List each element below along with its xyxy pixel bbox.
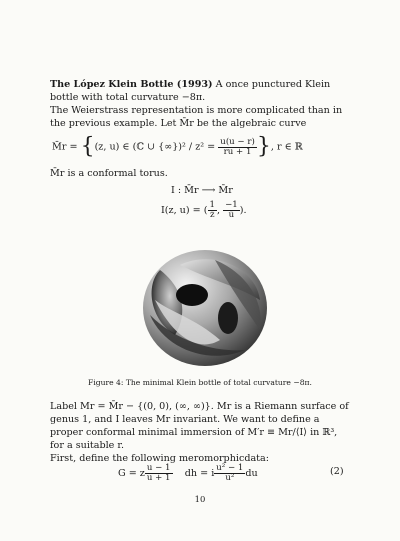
involution-fraction-1-denominator: z̄ xyxy=(209,210,215,220)
eq2-dh-denominator: u² xyxy=(225,473,235,483)
page-number: 10 xyxy=(194,494,206,504)
involution-rhs: ). xyxy=(239,205,247,216)
meromorphic-data-intro: First, define the following meromorphicdata: xyxy=(50,453,269,464)
meromorphic-data-equation xyxy=(118,464,258,483)
involution-fraction-2-numerator: −1 xyxy=(225,200,238,210)
involution-map-line: I : M̄r ⟶ M̄r xyxy=(171,185,233,196)
klein-bottle-figure xyxy=(120,240,280,370)
eq2-dh-rhs: du xyxy=(245,468,258,479)
label-paragraph xyxy=(50,400,350,465)
eq1-left-brace: { xyxy=(80,134,95,159)
figure-caption: Figure 4: The minimal Klein bottle of total curvature −8π. xyxy=(88,378,312,387)
eq2-g-denominator: u + 1 xyxy=(146,473,171,483)
eq1-right-brace: } xyxy=(256,134,271,159)
involution-fraction-2-denominator: ū xyxy=(228,210,235,220)
involution-fraction-1 xyxy=(208,201,217,220)
eq2-g-numerator: u − 1 xyxy=(146,463,171,473)
eq2-g-fraction xyxy=(145,464,173,483)
eq1-fraction-denominator: ru + 1 xyxy=(223,146,252,157)
equation-number: (2) xyxy=(330,466,344,477)
eq1-fraction-numerator: u(u − r) xyxy=(220,136,255,147)
label-paragraph-text: Label Mr = M̄r − {(0, 0), (∞, ∞)}. Mr is a Riemann surface of genus 1, and I leaves Mr invariant. We want to define a proper conformal minimal immersion of M′r ≡ Mr/⟨I⟩ in ℝ³, for a suitable r. xyxy=(50,401,349,451)
eq1-set: (z, u) ∈ (ℂ ∪ {∞})² / z² = xyxy=(94,141,216,153)
section-intro-paragraph xyxy=(50,78,350,130)
involution-formula: I(z, u) = ( $\frac{1}{z̄}$ , $\frac{-1}{ū}$ ). xyxy=(161,200,247,220)
eq2-dh-fraction xyxy=(214,464,245,483)
algebraic-curve-equation xyxy=(52,134,303,159)
eq2-g-lhs: G = z xyxy=(118,468,145,479)
surface-hole-1 xyxy=(176,284,208,306)
eq1-fraction xyxy=(218,138,257,157)
eq1-domain: , r ∈ ℝ xyxy=(270,141,303,153)
section-title: The López Klein Bottle (1993) xyxy=(50,79,213,90)
eq2-dh-numerator: u² − 1 xyxy=(216,463,244,473)
involution-fraction-2 xyxy=(223,201,240,220)
section-intro-text: A once punctured Klein bottle with total curvature −8π. xyxy=(50,79,331,103)
involution-lhs: I(z, u) = ( xyxy=(161,205,208,216)
conformal-torus-line: M̄r is a conformal torus. xyxy=(50,168,168,179)
surface-hole-2 xyxy=(218,302,238,334)
involution-fraction-1-numerator: 1 xyxy=(209,200,215,210)
eq1-lhs: M̄r = xyxy=(52,141,78,153)
weierstrass-paragraph: The Weierstrass representation is more complicated than in the previous example. Let M̄r be the algebraic curve xyxy=(50,105,343,129)
eq2-dh-lhs: dh = i xyxy=(184,468,215,479)
